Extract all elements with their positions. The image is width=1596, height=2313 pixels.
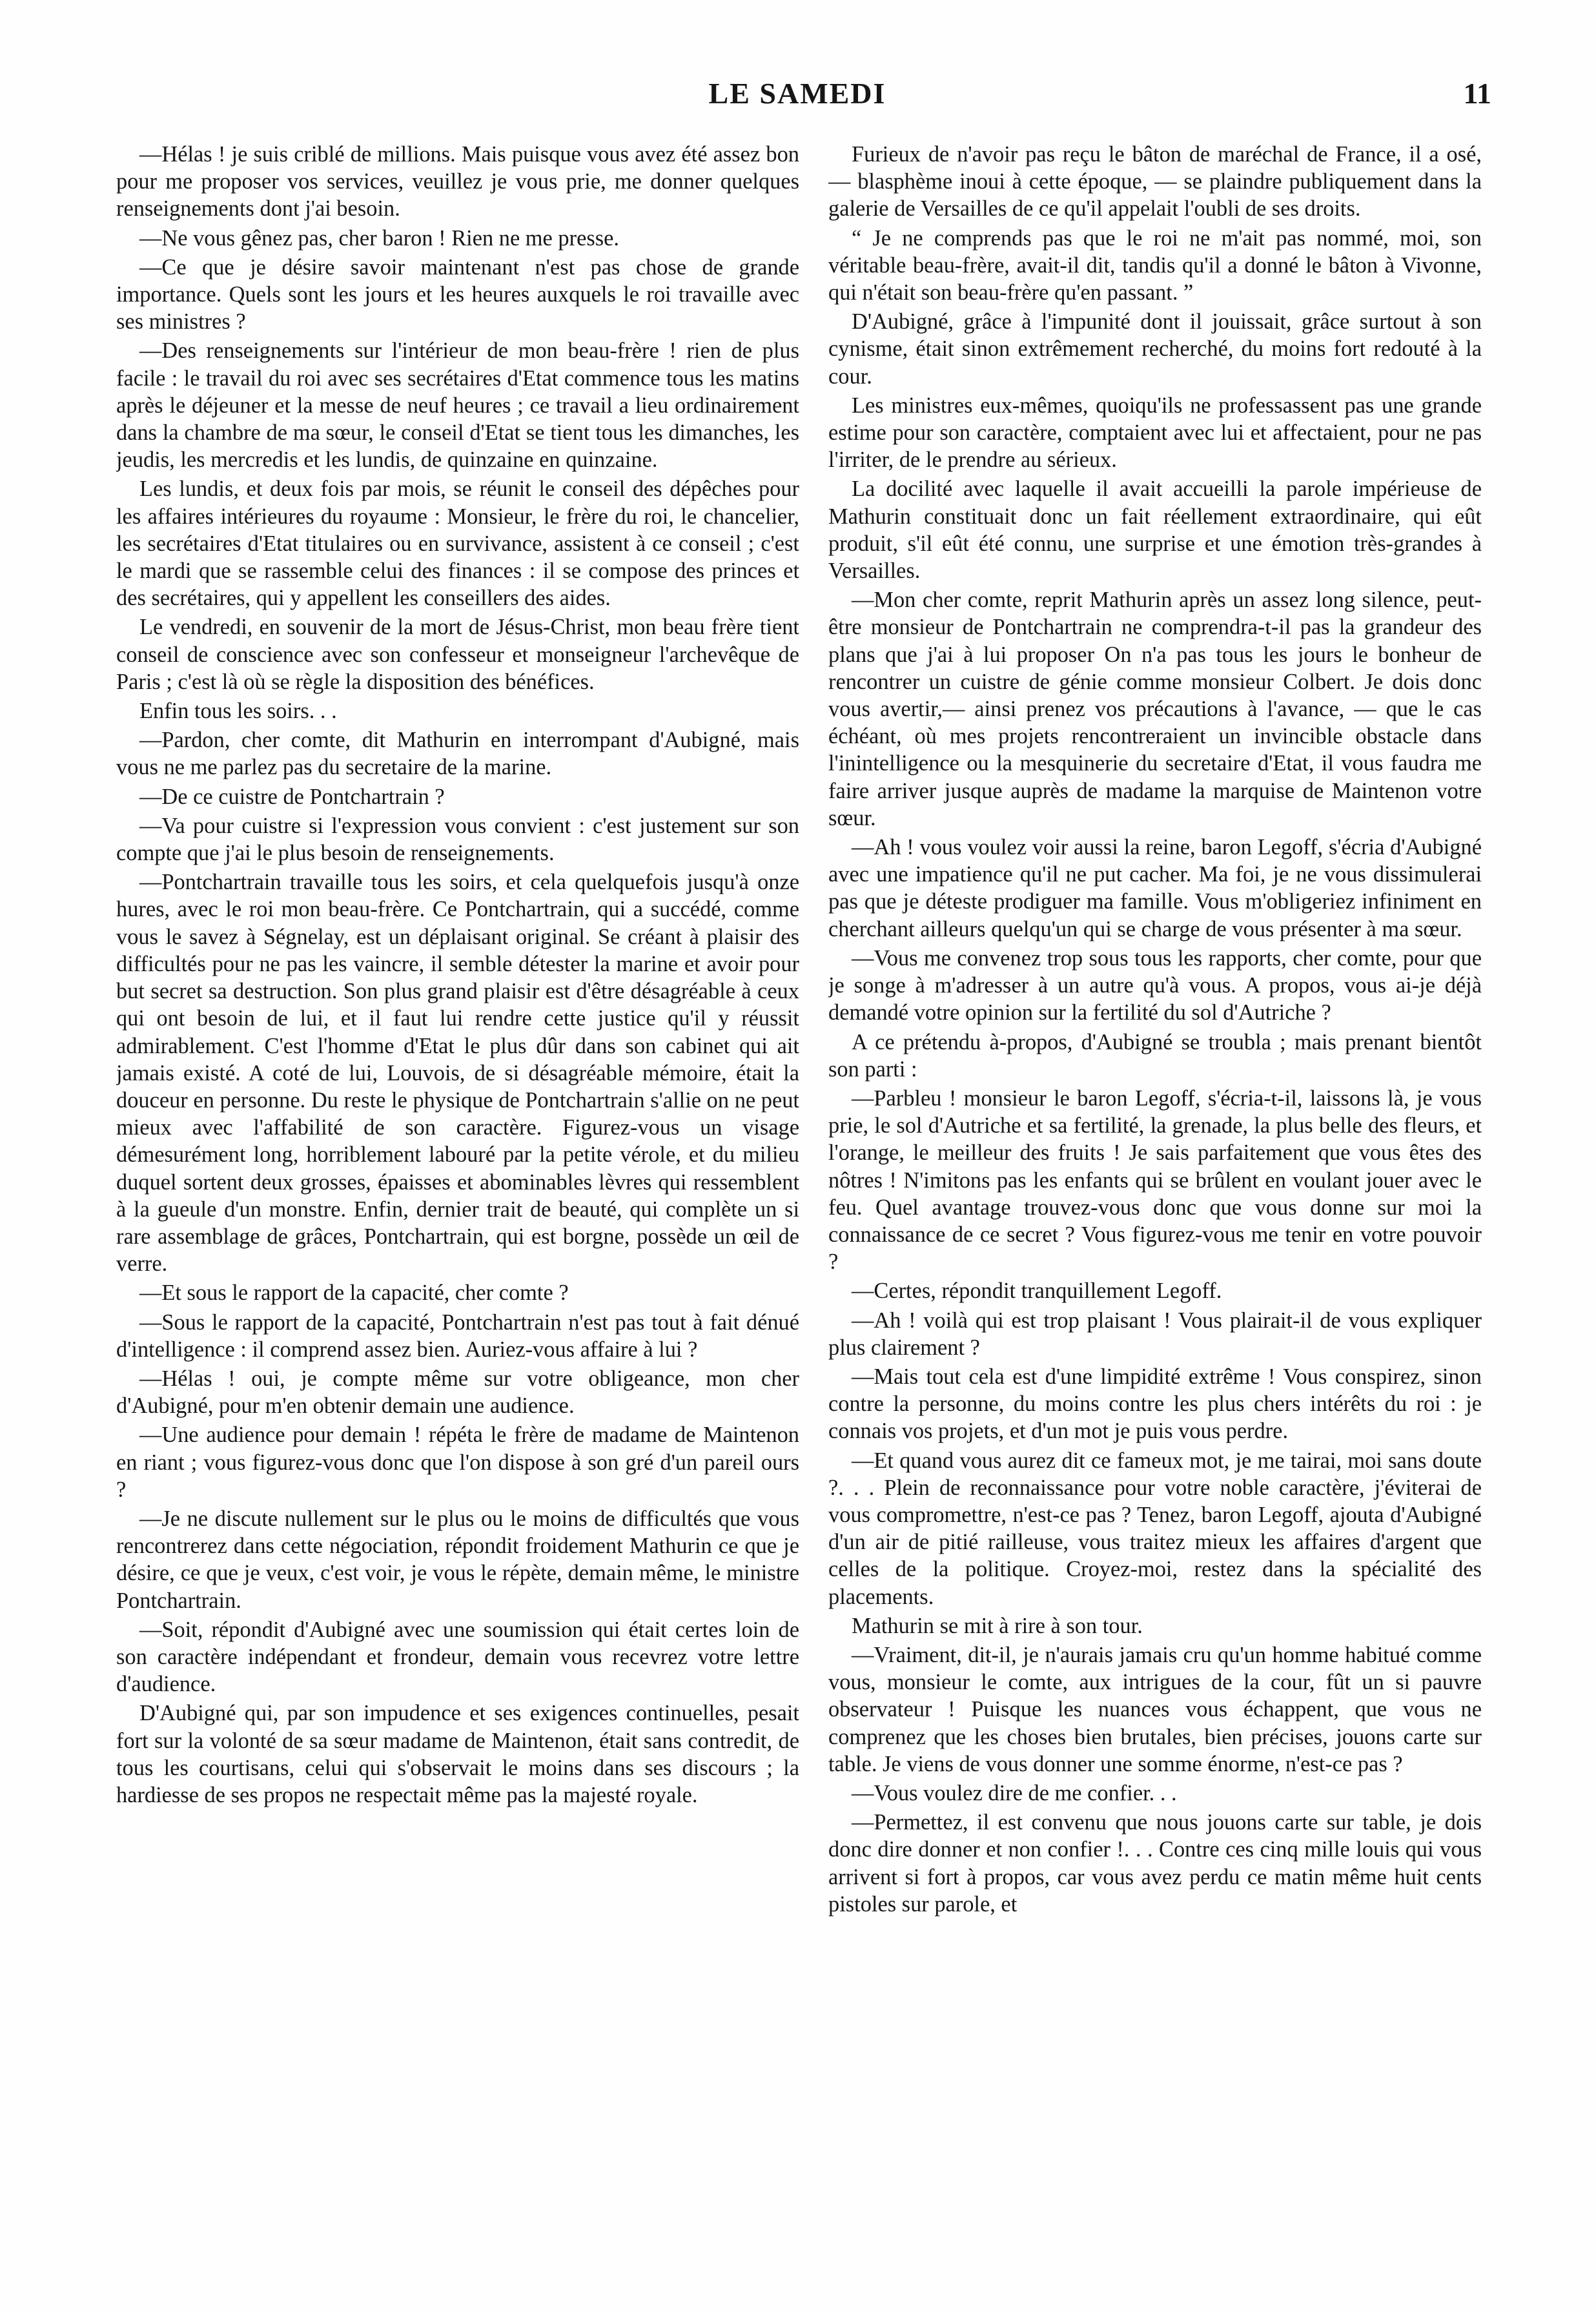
paragraph: —Permettez, il est convenu que nous jouons carte sur table, je dois donc dire donner et non confier !. . . Contre ces cinq mille louis qui vous arrivent si fort à propos, car vous avez perdu ce matin même huit cents pistoles sur parole, et <box>828 1810 1482 1917</box>
paragraph: —Pontchartrain travaille tous les soirs, et cela quelquefois jusqu'à onze hures, avec le roi mon beau-frère. Ce Pontchartrain, qui a succédé, comme vous le savez à Ségnelay, est un déplaisant original. Se créant à plaisir des difficultés pour ne pas les vaincre, il semble détester la marine et avoir pour but secret sa destruction. Son plus grand plaisir est d'être désagréable à ceux qui ont besoin de lui, et il faut lui rendre cette justice qu'il y réussit admirablement. C'est l'homme d'Etat le plus dûr dans son cabinet qui ait jamais existé. A coté de lui, Louvois, de si désagréable mémoire, était la douceur en personne. Du reste le physique de Pontchartrain s'allie on ne peut mieux avec l'affabilité de son caractère. Figurez-vous un visage démesurément long, horriblement labouré par la petite vérole, et du milieu duquel sortent deux grosses, épaisses et abominables lèvres qui ressemblent à la gueule d'un monstre. Enfin, dernier trait de beauté, qui complète un si rare assemblage de grâces, Pontchartrain, qui est borgne, possède un œil de verre. <box>116 870 799 1277</box>
paragraph: —Ah ! voilà qui est trop plaisant ! Vous plairait-il de vous expliquer plus clairement ? <box>828 1308 1482 1360</box>
paragraph: —Vous voulez dire de me confier. . . <box>852 1780 1177 1805</box>
paragraph: —Et sous le rapport de la capacité, cher comte ? <box>139 1280 569 1306</box>
paragraph: —Vraiment, dit-il, je n'aurais jamais cru qu'un homme habitué comme vous, monsieur le comte, aux intrigues de la cour, fût un si pauvre observateur ! Puisque les nuances vous échappent, que vous ne comprenez que les choses bien brutales, bien précises, jouons carte sur table. Je viens de vous donner une somme énorme, n'est-ce pas ? <box>828 1642 1482 1776</box>
paragraph: —Ce que je désire savoir maintenant n'est pas chose de grande importance. Quels sont les jours et les heures auxquels le roi travaille avec ses ministres ? <box>116 254 799 334</box>
paragraph: —Mais tout cela est d'une limpidité extrême ! Vous conspirez, sinon contre la personne, du moins contre les plus chers intérêts du roi : je connais vos projets, et d'un mot je puis vous perdre. <box>828 1364 1482 1444</box>
paragraph: —Va pour cuistre si l'expression vous convient : c'est justement sur son compte que j'ai le plus besoin de renseignements. <box>116 813 799 866</box>
paragraph: D'Aubigné qui, par son impudence et ses exigences continuelles, pesait fort sur la volonté de sa sœur madame de Maintenon, était sans contredit, de tous les courtisans, celui qui s'observait le moins dans ses discours ; la hardiesse de ses propos ne respectait même pas la majesté royale. <box>116 1701 799 1807</box>
paragraph: Mathurin se mit à rire à son tour. <box>852 1613 1143 1638</box>
paragraph: La docilité avec laquelle il avait accueilli la parole impérieuse de Mathurin constituait donc un fait réellement extraordinaire, qui eût produit, s'il eût été connu, une surprise et une émotion très-grandes à Versailles. <box>828 477 1482 584</box>
paragraph: —Je ne discute nullement sur le plus ou le moins de difficultés que vous rencontrerez dans cette négociation, répondit froidement Mathurin ce que je désire, ce que je veux, c'est voir, je vous le répète, demain même, le ministre Pontchartrain. <box>116 1506 799 1613</box>
paragraph: —Une audience pour demain ! répéta le frère de madame de Maintenon en riant ; vous figurez-vous donc que l'on dispose à son gré d'un pareil ours ? <box>116 1423 799 1502</box>
paragraph: “ Je ne comprends pas que le roi ne m'ait pas nommé, moi, son véritable beau-frère, avait-il dit, tandis qu'il a donné le bâton à Vivonne, qui n'était son beau-frère qu'en passant. ” <box>828 225 1482 305</box>
paragraph: —Certes, répondit tranquillement Legoff. <box>852 1279 1222 1304</box>
paragraph: —Hélas ! je suis criblé de millions. Mais puisque vous avez été assez bon pour me proposer vos services, veuillez je vous prie, me donner quelques renseignements dont j'ai besoin. <box>116 142 799 221</box>
paragraph: —De ce cuistre de Pontchartrain ? <box>139 784 445 809</box>
paragraph: —Sous le rapport de la capacité, Pontchartrain n'est pas tout à fait dénué d'intelligence : il comprend assez bien. Auriez-vous affaire à lui ? <box>116 1310 799 1362</box>
page-header <box>110 76 1491 121</box>
right-text-column <box>828 141 1482 2291</box>
paragraph: —Parbleu ! monsieur le baron Legoff, s'écria-t-il, laissons là, je vous prie, le sol d'Autriche et sa fertilité, la grenade, la plus belle des fleurs, et l'orange, le meilleur des fruits ! Je sais parfaitement que vous êtes des nôtres ! N'imitons pas les enfants qui se brûlent en voulant jouer avec le feu. Quel avantage trouvez-vous donc que vous donne sur moi la connaissance de ce secret ? Vous figurez-vous me tenir en votre pouvoir ? <box>828 1085 1482 1275</box>
paragraph: —Mon cher comte, reprit Mathurin après un assez long silence, peut-être monsieur de Pontchartrain ne comprendra-t-il pas la grandeur des plans que j'ai à lui proposer On n'a pas tous les jours le bonheur de rencontrer un cuistre de génie comme monsieur Colbert. Je dois donc vous avertir,— ainsi prenez vos précautions à l'avance, — que le cas échéant, où mes projets rencontreraient un invincible obstacle dans l'inintelligence ou la mesquinerie du secretaire d'Etat, il vous faudra me faire arriver jusque auprès de madame la marquise de Maintenon votre sœur. <box>828 588 1482 830</box>
paragraph: —Ne vous gênez pas, cher baron ! Rien ne me presse. <box>139 225 619 251</box>
paragraph: —Et quand vous aurez dit ce fameux mot, je me tairai, moi sans doute ?. . . Plein de reconnaissance pour votre noble caractère, j'éviterai de vous compromettre, n'est-ce pas ? Tenez, baron Legoff, ajouta d'Aubigné d'un air de pitié railleuse, vous traitez mieux les affaires d'argent que celles de la politique. Croyez-moi, restez dans la spécialité des placements. <box>828 1448 1482 1609</box>
paragraph: Les ministres eux-mêmes, quoiqu'ils ne professassent pas une grande estime pour son caractère, comptaient avec lui et affectaient, pour ne pas l'irriter, de le prendre au sérieux. <box>828 393 1482 473</box>
left-text-column <box>116 141 799 2291</box>
publication-title: LE SAMEDI <box>708 77 886 110</box>
paragraph: —Soit, répondit d'Aubigné avec une soumission qui était certes loin de son caractère indépendant et frondeur, demain vous recevrez votre lettre d'audience. <box>116 1617 799 1697</box>
paragraph: —Hélas ! oui, je compte même sur votre obligeance, mon cher d'Aubigné, pour m'en obtenir demain une audience. <box>116 1366 799 1419</box>
paragraph: —Pardon, cher comte, dit Mathurin en interrompant d'Aubigné, mais vous ne me parlez pas du secretaire de la marine. <box>116 728 799 780</box>
paragraph: —Des renseignements sur l'intérieur de mon beau-frère ! rien de plus facile : le travail du roi avec ses secrétaires d'Etat commence tous les matins après le déjeuner et la messe de neuf heures ; ce travail a lieu ordinairement dans la chambre de ma sœur, le conseil d'Etat se tient tous les dimanches, les jeudis, les mercredis et les lundis, de quinzaine en quinzaine. <box>116 338 799 473</box>
paragraph: A ce prétendu à-propos, d'Aubigné se troubla ; mais prenant bientôt son parti : <box>828 1029 1482 1082</box>
paragraph: Enfin tous les soirs. . . <box>139 699 337 724</box>
paragraph: Furieux de n'avoir pas reçu le bâton de maréchal de France, il a osé, — blasphème inoui à cette époque, — se plaindre publiquement dans la galerie de Versailles de ce qu'il appelait l'oubli de ses droits. <box>828 142 1482 221</box>
paragraph: —Vous me convenez trop sous tous les rapports, cher comte, pour que je songe à m'adresser à un autre qu'à vous. A propos, vous ai-je déjà demandé votre opinion sur la fertilité du sol d'Autriche ? <box>828 945 1482 1025</box>
paragraph: Les lundis, et deux fois par mois, se réunit le conseil des dépêches pour les affaires intérieures du royaume : Monsieur, le frère du roi, le chancelier, les secrétaires d'Etat titulaires ou en survivance, assistent à ce conseil ; c'est le mardi que se rassemble celui des finances : il se compose des princes et des secrétaires, qui y appellent les conseillers des aides. <box>116 477 799 611</box>
page-number: 11 <box>1463 77 1491 110</box>
paragraph: —Ah ! vous voulez voir aussi la reine, baron Legoff, s'écria d'Aubigné avec une impatience qu'il ne put cacher. Ma foi, je ne vous dissimulerai pas que je déteste prodiguer ma famille. Vous m'obligeriez infiniment en cherchant ailleurs quelqu'un qui se charge de vous présenter à ma sœur. <box>828 835 1482 941</box>
paragraph: Le vendredi, en souvenir de la mort de Jésus-Christ, mon beau frère tient conseil de conscience avec son confesseur et monseigneur l'archevêque de Paris ; c'est là où se règle la disposition des bénéfices. <box>116 615 799 694</box>
paragraph: D'Aubigné, grâce à l'impunité dont il jouissait, grâce surtout à son cynisme, était sinon extrêmement recherché, du moins fort redouté à la cour. <box>828 309 1482 389</box>
